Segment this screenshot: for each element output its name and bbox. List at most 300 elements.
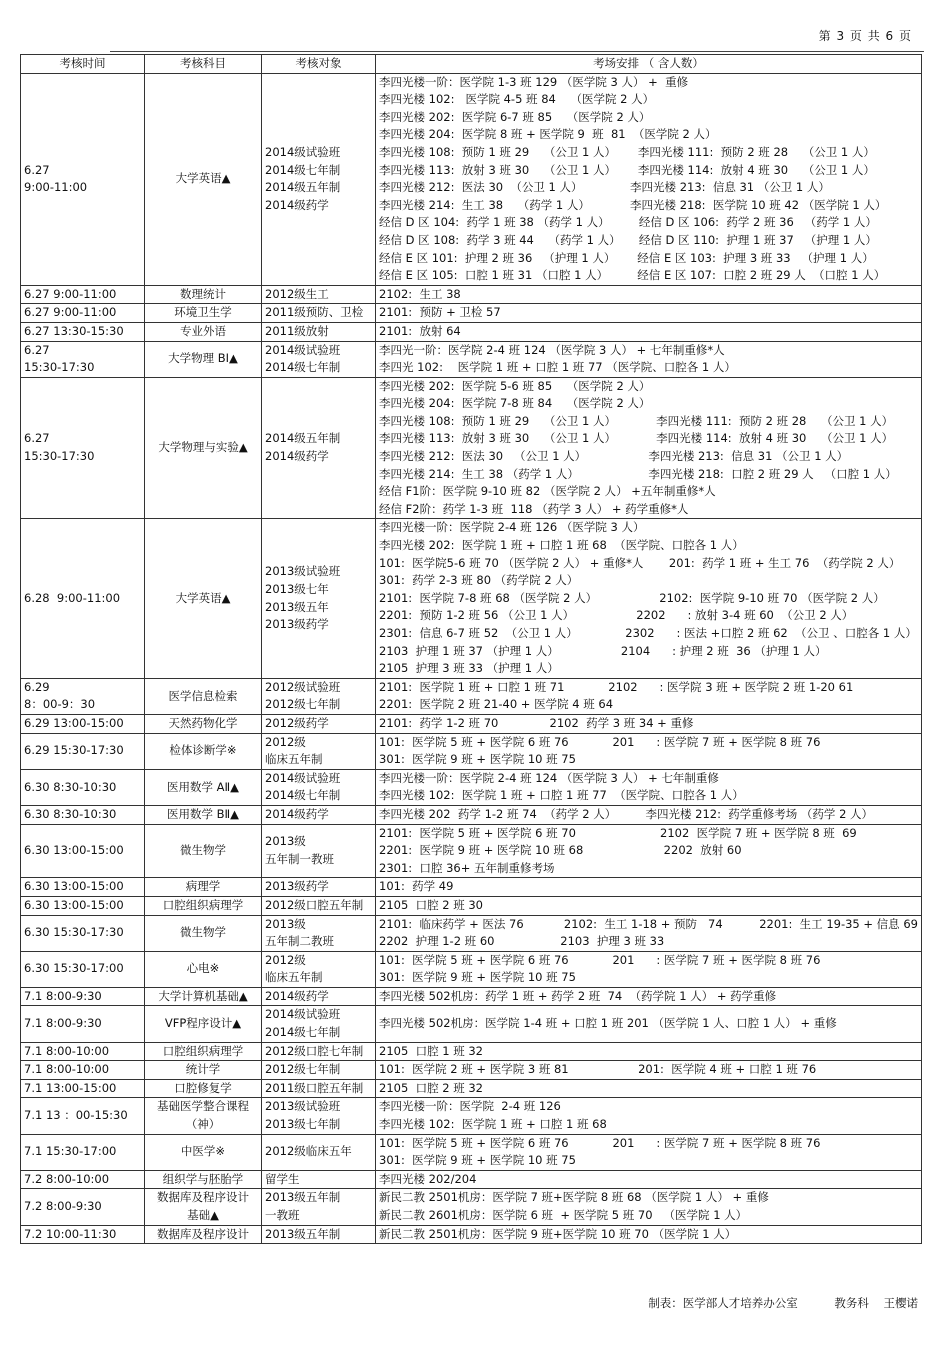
arrangement-cell: [376, 1098, 922, 1134]
target-cell: [262, 733, 376, 769]
time-cell-line: 7.1 8:00-10:00: [24, 1062, 110, 1077]
subject-cell: [145, 377, 262, 519]
arrangement-cell-line: 101: 药学 49: [379, 879, 454, 894]
subject-cell: [145, 805, 262, 824]
arrangement-cell: [376, 322, 922, 341]
time-cell-line: 15:30-17:30: [24, 360, 95, 375]
arrangement-cell: [376, 733, 922, 769]
arrangement-cell-line: 新民二教 2601机房：医学院 6 班 + 医学院 5 班 70 （医学院 1 人）: [379, 1208, 748, 1222]
target-cell-line: 2011级预防、卫检: [265, 305, 364, 320]
footer-note: 制表：医学部人才培养办公室 教务科 王樱诺: [648, 1296, 918, 1310]
time-cell: [21, 519, 145, 678]
arrangement-cell-line: 李四光楼 202: 医学院 5-6 班 85 （医学院 2 人）: [379, 378, 651, 393]
target-cell: [262, 304, 376, 323]
target-cell-line: 2014级试验班: [265, 1007, 341, 1022]
target-cell-line: 2012级: [265, 952, 306, 967]
arrangement-cell-line: 李四光 102: 医学院 1 班 + 口腔 1 班 77 （医学院、口腔各 1 人）: [379, 360, 736, 375]
target-cell: [262, 322, 376, 341]
time-cell: [21, 896, 145, 915]
table-row: [21, 1061, 922, 1080]
arrangement-cell-line: 李四光楼 204: 医学院 7-8 班 84 （医学院 2 人）: [379, 396, 651, 411]
table-row: [21, 1079, 922, 1098]
subject-cell-line: 数理统计: [180, 286, 226, 301]
arrangement-cell: [376, 1170, 922, 1189]
time-cell-line: 7.1 13:00-15:00: [24, 1080, 117, 1095]
arrangement-cell-line: 2201: 医学院 2 班 21-40 + 医学院 4 班 64: [379, 697, 614, 712]
arrangement-cell: [376, 73, 922, 285]
table-row: [21, 824, 922, 878]
target-cell: [262, 73, 376, 285]
subject-cell-line: 组织学与胚胎学: [162, 1171, 244, 1186]
top-rule: [110, 51, 924, 52]
target-cell: [262, 824, 376, 878]
subject-cell: [145, 73, 262, 285]
arrangement-cell: [376, 987, 922, 1006]
arrangement-cell-line: 2101: 医学院 5 班 + 医学院 6 班 70 2102 医学院 7 班 + 医学院 8 班 69: [379, 825, 857, 840]
subject-cell: [145, 824, 262, 878]
subject-cell-line: 中医学※: [180, 1144, 226, 1159]
time-cell: [21, 377, 145, 519]
target-cell-line: 2011级放射: [265, 323, 329, 338]
arrangement-cell-line: 李四光楼一阶：医学院 2-4 班 126 （医学院 3 人）: [379, 520, 645, 535]
table-row: [21, 377, 922, 519]
table-row: [21, 915, 922, 951]
subject-cell-line: 医用数学 AⅡ▲: [166, 779, 240, 794]
time-cell: [21, 878, 145, 897]
time-cell-line: 7.1 8:00-10:00: [24, 1043, 110, 1058]
arrangement-cell-line: 301: 医学院 9 班 + 医学院 10 班 75: [379, 970, 576, 985]
arrangement-cell: [376, 341, 922, 377]
target-cell-line: 2014级药学: [265, 988, 329, 1003]
arrangement-cell-line: 李四光楼一阶：医学院 2-4 班 124 （医学院 3 人） + 七年制重修: [379, 770, 719, 785]
time-cell: [21, 824, 145, 878]
target-cell-line: 2014级七年制: [265, 788, 341, 803]
time-cell: [21, 322, 145, 341]
time-cell: [21, 678, 145, 714]
target-cell-line: 2014级七年制: [265, 360, 341, 375]
target-cell: [262, 878, 376, 897]
target-cell-line: 2014级七年制: [265, 1025, 341, 1040]
target-cell-line: 2014级药学: [265, 197, 329, 212]
arrangement-cell-line: 101: 医学院 5 班 + 医学院 6 班 76 201 : 医学院 7 班 + 医学院 8 班 76: [379, 1135, 821, 1150]
table-row: [21, 341, 922, 377]
time-cell-line: 6.27: [24, 162, 50, 177]
target-cell-line: 2014级五年制: [265, 431, 341, 446]
time-cell: [21, 769, 145, 805]
target-cell-line: 2012级药学: [265, 715, 329, 730]
time-cell: [21, 714, 145, 733]
arrangement-cell-line: 2201: 医学院 9 班 + 医学院 10 班 68 2202 放射 60: [379, 843, 742, 858]
subject-cell-line: 医用数学 BⅡ▲: [166, 806, 240, 821]
arrangement-cell: [376, 896, 922, 915]
arrangement-cell: [376, 805, 922, 824]
arrangement-cell-line: 2101: 医学院 1 班 + 口腔 1 班 71 2102 : 医学院 3 班 + 医学院 2 班 1-20 61: [379, 679, 854, 694]
table-row: [21, 1006, 922, 1042]
target-cell-line: 临床五年制: [265, 752, 323, 767]
target-cell-line: 2013级七年: [265, 582, 329, 597]
arrangement-cell: [376, 1134, 922, 1170]
table-row: [21, 1042, 922, 1061]
time-cell-line: 7.2 8:00-10:00: [24, 1171, 110, 1186]
subject-cell-line: 环境卫生学: [174, 305, 232, 320]
target-cell-line: 2014级试验班: [265, 770, 341, 785]
target-cell-line: 2014级七年制: [265, 162, 341, 177]
table-row: [21, 1170, 922, 1189]
target-cell-line: 2013级: [265, 834, 306, 849]
target-cell-line: 2012级七年制: [265, 697, 341, 712]
subject-cell-line: 微生物学: [180, 925, 226, 940]
time-cell-line: 6.30 13:00-15:00: [24, 879, 124, 894]
target-cell-line: 2013级药学: [265, 879, 329, 894]
subject-cell: [145, 714, 262, 733]
target-cell: [262, 1098, 376, 1134]
subject-cell-line: 口腔组织病理学: [162, 897, 244, 912]
subject-cell-line: 病理学: [185, 879, 221, 894]
arrangement-cell: [376, 769, 922, 805]
target-cell-line: 2013级五年: [265, 599, 329, 614]
time-cell-line: 6.30 15:30-17:00: [24, 961, 124, 976]
header-target: 考核对象: [262, 55, 376, 74]
target-cell: [262, 285, 376, 304]
arrangement-cell: [376, 1189, 922, 1225]
arrangement-cell: [376, 678, 922, 714]
time-cell: [21, 1006, 145, 1042]
target-cell: [262, 1079, 376, 1098]
time-cell: [21, 285, 145, 304]
table-row: [21, 805, 922, 824]
time-cell-line: 6.30 13:00-15:00: [24, 897, 124, 912]
arrangement-cell-line: 2101: 临床药学 + 医法 76 2102: 生工 1-18 + 预防 74 2201: 生工 19-35 + 信息 69: [379, 916, 918, 931]
arrangement-cell-line: 2103 护理 1 班 37 （护理 1 人） 2104 : 护理 2 班 36 （护理 1 人）: [379, 643, 827, 658]
table-row: [21, 714, 922, 733]
target-cell: [262, 1170, 376, 1189]
table-row: [21, 304, 922, 323]
arrangement-cell-line: 李四光楼 102: 医学院 1 班 + 口腔 1 班 77 （医学院、口腔各 1 人）: [379, 788, 744, 803]
arrangement-cell-line: 经信 E 区 101: 护理 2 班 36 （护理 1 人） 经信 E 区 103: 护理 3 班 33 （护理 1 人）: [379, 250, 874, 265]
time-cell-line: 7.1 15:30-17:00: [24, 1144, 117, 1159]
arrangement-cell-line: 2201: 预防 1-2 班 56 （公卫 1 人） 2202 : 放射 3-4 班 60 （公卫 2 人）: [379, 608, 854, 623]
arrangement-cell-line: 经信 F2阶：药学 1-3 班 118 （药学 3 人） + 药学重修*人: [379, 501, 689, 516]
target-cell-line: 2013级试验班: [265, 1099, 341, 1114]
arrangement-cell-line: 101: 医学院 2 班 + 医学院 3 班 81 201: 医学院 4 班 + 口腔 1 班 76: [379, 1062, 817, 1077]
table-row: [21, 519, 922, 678]
subject-cell: [145, 285, 262, 304]
arrangement-cell-line: 李四光楼 202/204: [379, 1171, 477, 1186]
subject-cell: [145, 1061, 262, 1080]
arrangement-cell: [376, 304, 922, 323]
time-cell: [21, 1189, 145, 1225]
schedule-body: [21, 73, 922, 1244]
subject-cell: [145, 1225, 262, 1244]
arrangement-cell-line: 2102: 生工 38: [379, 286, 461, 301]
subject-cell: [145, 1042, 262, 1061]
target-cell-line: 2012级口腔七年制: [265, 1043, 364, 1058]
target-cell-line: 2011级口腔五年制: [265, 1080, 364, 1095]
arrangement-cell-line: 李四光楼 212: 医法 30 （公卫 1 人） 李四光楼 213: 信息 31 （公卫 1 人）: [379, 449, 849, 464]
subject-cell-line: 心电※: [186, 961, 220, 976]
target-cell: [262, 1006, 376, 1042]
arrangement-cell-line: 李四光楼 202: 医学院 1 班 + 口腔 1 班 68 （医学院、口腔各 1 人）: [379, 538, 744, 553]
time-cell-line: 6.29 13:00-15:00: [24, 715, 124, 730]
arrangement-cell-line: 李四光楼 212: 医法 30 （公卫 1 人） 李四光楼 213: 信息 31 （公卫 1 人）: [379, 180, 830, 195]
time-cell-line: 6.27: [24, 342, 50, 357]
time-cell-line: 6.30 8:30-10:30: [24, 779, 117, 794]
target-cell-line: 五年制一教班: [265, 851, 334, 866]
arrangement-cell-line: 2202 护理 1-2 班 60 2103 护理 3 班 33: [379, 934, 665, 949]
subject-cell: [145, 1170, 262, 1189]
target-cell-line: 2014级药学: [265, 449, 329, 464]
target-cell: [262, 1134, 376, 1170]
table-row: [21, 733, 922, 769]
target-cell-line: 2013级七年制: [265, 1117, 341, 1132]
subject-cell-line: 大学计算机基础▲: [158, 988, 248, 1003]
target-cell-line: 2013级五年制: [265, 1226, 341, 1241]
arrangement-cell-line: 经信 E 区 105: 口腔 1 班 31 （口腔 1 人） 经信 E 区 107: 口腔 2 班 29 人 （口腔 1 人）: [379, 268, 886, 283]
arrangement-cell-line: 2301: 口腔 36+ 五年制重修考场: [379, 860, 555, 875]
arrangement-cell: [376, 878, 922, 897]
target-cell: [262, 805, 376, 824]
target-cell-line: 2014级药学: [265, 806, 329, 821]
arrangement-cell-line: 301: 药学 2-3 班 80 （药学院 2 人）: [379, 573, 579, 588]
arrangement-cell-line: 经信 D 区 104: 药学 1 班 38 （药学 1 人） 经信 D 区 106: 药学 2 班 36 （药学 1 人）: [379, 215, 877, 230]
target-cell-line: 2012级: [265, 734, 306, 749]
header-time: 考核时间: [21, 55, 145, 74]
time-cell: [21, 1079, 145, 1098]
subject-cell: [145, 322, 262, 341]
table-row: [21, 73, 922, 285]
target-cell: [262, 896, 376, 915]
target-cell-line: 2013级: [265, 916, 306, 931]
subject-cell: [145, 769, 262, 805]
time-cell: [21, 987, 145, 1006]
time-cell-line: 8：00-9：30: [24, 697, 96, 712]
target-cell: [262, 951, 376, 987]
subject-cell: [145, 1189, 262, 1225]
arrangement-cell-line: 2101: 放射 64: [379, 323, 461, 338]
table-row: [21, 878, 922, 897]
time-cell-line: 7.1 8:00-9:30: [24, 1016, 102, 1031]
arrangement-cell-line: 李四光楼一阶：医学院 1-3 班 129 （医学院 3 人） + 重修: [379, 74, 689, 89]
target-cell-line: 2014级试验班: [265, 144, 341, 159]
arrangement-cell: [376, 285, 922, 304]
table-row: [21, 1225, 922, 1244]
subject-cell: [145, 1134, 262, 1170]
subject-cell-line: 大学英语▲: [175, 590, 231, 605]
arrangement-cell: [376, 824, 922, 878]
arrangement-cell-line: 经信 D 区 108: 药学 3 班 44 （药学 1 人） 经信 D 区 110: 护理 1 班 37 （护理 1 人）: [379, 232, 877, 247]
arrangement-cell-line: 李四光一阶：医学院 2-4 班 124 （医学院 3 人） + 七年制重修*人: [379, 342, 725, 357]
time-cell: [21, 73, 145, 285]
time-cell: [21, 1134, 145, 1170]
arrangement-cell-line: 李四光楼 102: 医学院 1 班 + 口腔 1 班 68: [379, 1117, 607, 1132]
subject-cell-line: 基础▲: [187, 1208, 219, 1222]
target-cell-line: 2012级生工: [265, 286, 329, 301]
target-cell: [262, 714, 376, 733]
arrangement-cell-line: 新民二教 2501机房：医学院 7 班+医学院 8 班 68 （医学院 1 人） + 重修: [379, 1190, 769, 1205]
subject-cell-line: 数据库及程序设计: [157, 1226, 249, 1241]
subject-cell: [145, 915, 262, 951]
arrangement-cell-line: 2105 口腔 2 班 32: [379, 1080, 483, 1095]
time-cell-line: 9:00-11:00: [24, 180, 88, 195]
target-cell-line: 2013级试验班: [265, 564, 341, 579]
target-cell: [262, 1189, 376, 1225]
table-row: [21, 678, 922, 714]
subject-cell: [145, 987, 262, 1006]
target-cell-line: 2012级临床五年: [265, 1144, 352, 1159]
target-cell: [262, 987, 376, 1006]
table-row: [21, 285, 922, 304]
time-cell-line: 6.27 9:00-11:00: [24, 286, 117, 301]
subject-cell-line: （神）: [185, 1117, 221, 1132]
arrangement-cell-line: 2301: 信息 6-7 班 52 （公卫 1 人） 2302 : 医法 +口腔 2 班 62 （公卫 、口腔各 1 人）: [379, 626, 917, 640]
arrangement-cell-line: 李四光楼 202: 医学院 6-7 班 85 （医学院 2 人）: [379, 109, 651, 124]
target-cell: [262, 341, 376, 377]
time-cell: [21, 733, 145, 769]
time-cell: [21, 1061, 145, 1080]
target-cell-line: 2012级口腔五年制: [265, 897, 364, 912]
header-row: [21, 55, 922, 74]
arrangement-cell-line: 2101: 医学院 7-8 班 68 （医学院 2 人） 2102: 医学院 9-10 班 70 （医学院 2 人）: [379, 590, 885, 605]
time-cell-line: 6.30 13:00-15:00: [24, 843, 124, 858]
page-number: 第 3 页 共 6 页: [818, 29, 912, 43]
arrangement-cell: [376, 915, 922, 951]
subject-cell: [145, 1006, 262, 1042]
arrangement-cell-line: 301: 医学院 9 班 + 医学院 10 班 75: [379, 1153, 576, 1168]
arrangement-cell-line: 李四光楼 108: 预防 1 班 29 （公卫 1 人） 李四光楼 111: 预防 2 班 28 （公卫 1 人）: [379, 144, 875, 159]
target-cell-line: 临床五年制: [265, 970, 323, 985]
table-row: [21, 987, 922, 1006]
arrangement-cell: [376, 1006, 922, 1042]
target-cell: [262, 1225, 376, 1244]
arrangement-cell-line: 101: 医学院 5 班 + 医学院 6 班 76 201 : 医学院 7 班 + 医学院 8 班 76: [379, 734, 821, 749]
time-cell-line: 6.27 13:30-15:30: [24, 323, 124, 338]
time-cell-line: 6.29: [24, 679, 50, 694]
subject-cell-line: 天然药物化学: [168, 715, 238, 730]
target-cell-line: 2013级五年制: [265, 1190, 341, 1205]
table-row: [21, 322, 922, 341]
subject-cell-line: 专业外语: [180, 323, 226, 338]
arrangement-cell: [376, 1061, 922, 1080]
target-cell-line: 2014级试验班: [265, 342, 341, 357]
arrangement-cell-line: 经信 F1阶：医学院 9-10 班 82 （医学院 2 人） +五年制重修*人: [379, 484, 716, 499]
arrangement-cell-line: 新民二教 2501机房：医学院 9 班+医学院 10 班 70 （医学院 1 人）: [379, 1226, 737, 1241]
arrangement-cell-line: 李四光楼 202 药学 1-2 班 74 （药学 2 人） 李四光楼 212: 药学重修考场 （药学 2 人）: [379, 806, 874, 821]
arrangement-cell-line: 李四光楼一阶：医学院 2-4 班 126: [379, 1099, 561, 1114]
table-row: [21, 951, 922, 987]
target-cell: [262, 377, 376, 519]
subject-cell: [145, 341, 262, 377]
subject-cell-line: 微生物学: [180, 843, 226, 858]
arrangement-cell-line: 2105 护理 3 班 33 （护理 1 人）: [379, 661, 559, 676]
subject-cell: [145, 304, 262, 323]
subject-cell-line: 数据库及程序设计: [157, 1190, 249, 1205]
target-cell: [262, 519, 376, 678]
arrangement-cell: [376, 1042, 922, 1061]
arrangement-cell-line: 李四光楼 214: 生工 38 （药学 1 人） 李四光楼 218: 医学院 10 班 42 （医学院 1 人）: [379, 197, 887, 212]
table-row: [21, 1189, 922, 1225]
arrangement-cell-line: 李四光楼 108: 预防 1 班 29 （公卫 1 人） 李四光楼 111: 预防 2 班 28 （公卫 1 人）: [379, 413, 894, 428]
header-subject: 考核科目: [145, 55, 262, 74]
subject-cell-line: 医学信息检索: [168, 688, 238, 703]
subject-cell: [145, 1098, 262, 1134]
subject-cell-line: 大学物理 BⅠ▲: [168, 351, 238, 366]
arrangement-cell-line: 李四光楼 214: 生工 38 （药学 1 人） 李四光楼 218: 口腔 2 班 29 人 （口腔 1 人）: [379, 466, 897, 481]
target-cell: [262, 1042, 376, 1061]
arrangement-cell-line: 101: 医学院5-6 班 70 （医学院 2 人） + 重修*人 201: 药学 1 班 + 生工 76 （药学院 2 人）: [379, 555, 901, 570]
time-cell-line: 7.2 10:00-11:30: [24, 1226, 117, 1241]
target-cell: [262, 915, 376, 951]
target-cell-line: 2013级药学: [265, 617, 329, 632]
subject-cell-line: 基础医学整合课程: [157, 1099, 249, 1114]
target-cell-line: 留学生: [265, 1171, 300, 1186]
time-cell-line: 7.2 8:00-9:30: [24, 1199, 102, 1214]
subject-cell-line: 大学物理与实验▲: [158, 440, 248, 455]
time-cell-line: 6.29 15:30-17:30: [24, 743, 124, 758]
table-row: [21, 1134, 922, 1170]
time-cell-line: 15:30-17:30: [24, 449, 95, 464]
header-arrangement: 考场安排 （ 含人数）: [376, 55, 922, 74]
arrangement-cell-line: 李四光楼 502机房：药学 1 班 + 药学 2 班 74 （药学院 1 人） + 药学重修: [379, 988, 777, 1003]
arrangement-cell-line: 2105 口腔 1 班 32: [379, 1043, 483, 1058]
time-cell: [21, 1170, 145, 1189]
arrangement-cell-line: 2105 口腔 2 班 30: [379, 897, 483, 912]
arrangement-cell: [376, 1225, 922, 1244]
subject-cell-line: 大学英语▲: [175, 171, 231, 186]
time-cell: [21, 1225, 145, 1244]
target-cell-line: 五年制二教班: [265, 934, 334, 949]
table-row: [21, 896, 922, 915]
exam-schedule-table: [20, 54, 922, 1244]
time-cell: [21, 1098, 145, 1134]
target-cell-line: 2012级试验班: [265, 679, 341, 694]
target-cell-line: 一教班: [265, 1208, 300, 1222]
subject-cell: [145, 1079, 262, 1098]
subject-cell: [145, 896, 262, 915]
arrangement-cell-line: 李四光楼 113: 放射 3 班 30 （公卫 1 人） 李四光楼 114: 放射 4 班 30 （公卫 1 人）: [379, 431, 894, 446]
subject-cell: [145, 678, 262, 714]
subject-cell-line: 检体诊断学※: [169, 743, 237, 758]
table-row: [21, 769, 922, 805]
arrangement-cell-line: 李四光楼 204: 医学院 8 班 + 医学院 9 班 81 （医学院 2 人）: [379, 127, 717, 142]
time-cell-line: 6.30 8:30-10:30: [24, 806, 117, 821]
time-cell: [21, 915, 145, 951]
subject-cell-line: VFP程序设计▲: [164, 1016, 242, 1031]
time-cell-line: 7.1 8:00-9:30: [24, 988, 102, 1003]
arrangement-cell-line: 2101: 预防 + 卫检 57: [379, 305, 501, 320]
arrangement-cell-line: 李四光楼 502机房：医学院 1-4 班 + 口腔 1 班 201 （医学院 1 人、口腔 1 人） + 重修: [379, 1016, 837, 1031]
subject-cell-line: 口腔修复学: [174, 1080, 232, 1095]
target-cell-line: 2014级五年制: [265, 180, 341, 195]
subject-cell: [145, 733, 262, 769]
table-row: [21, 1098, 922, 1134]
subject-cell-line: 口腔组织病理学: [162, 1043, 244, 1058]
subject-cell: [145, 951, 262, 987]
subject-cell-line: 统计学: [185, 1062, 221, 1077]
target-cell-line: 2012级七年制: [265, 1062, 341, 1077]
subject-cell: [145, 519, 262, 678]
time-cell: [21, 341, 145, 377]
time-cell-line: 6.27 9:00-11:00: [24, 305, 117, 320]
time-cell-line: 6.27: [24, 431, 50, 446]
arrangement-cell: [376, 1079, 922, 1098]
arrangement-cell: [376, 377, 922, 519]
subject-cell: [145, 878, 262, 897]
arrangement-cell-line: 101: 医学院 5 班 + 医学院 6 班 76 201 : 医学院 7 班 + 医学院 8 班 76: [379, 952, 821, 967]
arrangement-cell: [376, 714, 922, 733]
time-cell-line: 6.30 15:30-17:30: [24, 925, 124, 940]
target-cell: [262, 769, 376, 805]
time-cell-line: 7.1 13 ：00-15:30: [24, 1108, 128, 1123]
